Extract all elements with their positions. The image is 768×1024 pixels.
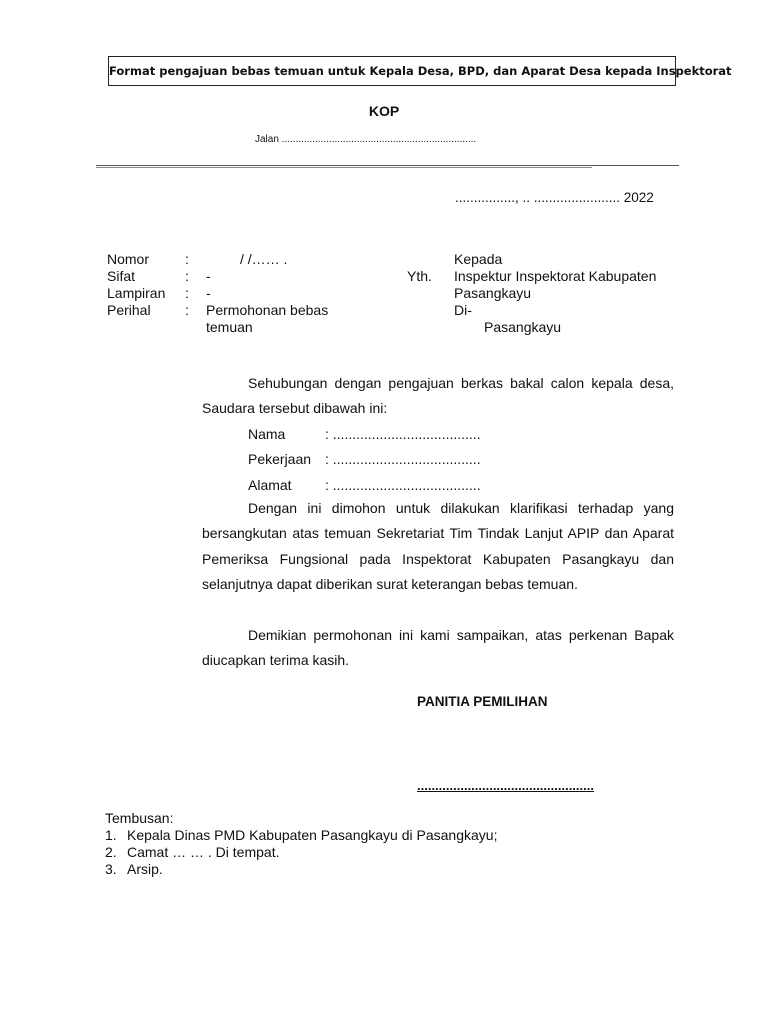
- sifat-colon: :: [185, 268, 189, 284]
- tembusan-label: Tembusan:: [105, 810, 174, 826]
- field-nama-label: Nama: [248, 426, 286, 442]
- tembusan-list: [105, 827, 497, 878]
- lampiran-value: -: [206, 285, 211, 301]
- field-pekerjaan-label: Pekerjaan: [248, 451, 312, 467]
- kepada-label: Kepada: [454, 251, 503, 267]
- recipient-place: Pasangkayu: [484, 319, 562, 335]
- list-item: 1. Kepala Dinas PMD Kabupaten Pasangkayu di Pasangkayu;: [105, 827, 498, 843]
- paragraph-opening: Sehubungan dengan pengajuan berkas bakal calon kepala desa, Saudara tersebut dibawah ini:: [202, 375, 674, 417]
- address-line: Jalan ......................................................................: [255, 134, 477, 145]
- field-pekerjaan-value: : ......................................: [325, 451, 481, 467]
- paragraph-closing: Demikian permohonan ini kami sampaikan, atas perkenan Bapak diucapkan terima kasih.: [202, 627, 674, 669]
- lampiran-colon: :: [185, 285, 189, 301]
- di-label: Di-: [454, 302, 472, 318]
- recipient-line-1: Inspektur Inspektorat Kabupaten: [454, 268, 657, 284]
- nomor-value: / /…… .: [240, 251, 288, 267]
- field-alamat-value: : ......................................: [325, 477, 481, 493]
- field-alamat-label: Alamat: [248, 477, 292, 493]
- recipient-line-2: Pasangkayu: [454, 285, 532, 301]
- list-item: 2. Camat … … . Di tempat.: [105, 844, 280, 860]
- signature-line: .................................................: [417, 778, 594, 793]
- perihal-value-cont: temuan: [206, 319, 253, 335]
- nomor-label: Nomor: [107, 251, 150, 267]
- letter-date: ................, .. ....................... 2022: [455, 190, 654, 205]
- letterhead-divider: [96, 165, 679, 166]
- perihal-value: Permohonan bebas: [206, 302, 329, 318]
- perihal-colon: :: [185, 302, 189, 318]
- format-title-box: [108, 56, 732, 86]
- format-title: Format pengajuan bebas temuan untuk Kepala Desa, BPD, dan Aparat Desa kepada Inspektorat: [109, 64, 732, 78]
- letterhead-divider-thin: [96, 167, 592, 168]
- list-item: 3. Arsip.: [105, 861, 163, 877]
- nomor-colon: :: [185, 251, 189, 267]
- lampiran-label: Lampiran: [107, 285, 166, 301]
- sifat-label: Sifat: [107, 268, 136, 284]
- signatory-title: PANITIA PEMILIHAN: [417, 694, 548, 709]
- paragraph-request: Dengan ini dimohon untuk dilakukan klarifikasi terhadap yang bersangkutan atas temuan Sekretariat Tim Tindak Lanjut APIP dan Aparat Pemeriksa Fungsional pada Inspektorat Kabupaten Pasangkayu dan selanjutnya dapat diberikan surat keterangan bebas temuan.: [202, 500, 674, 593]
- field-nama-value: : ......................................: [325, 426, 481, 442]
- kop-heading: KOP: [368, 103, 400, 119]
- perihal-label: Perihal: [107, 302, 151, 318]
- tembusan-block: [105, 810, 497, 878]
- sifat-value: -: [206, 268, 211, 284]
- yth-label: Yth.: [407, 268, 432, 284]
